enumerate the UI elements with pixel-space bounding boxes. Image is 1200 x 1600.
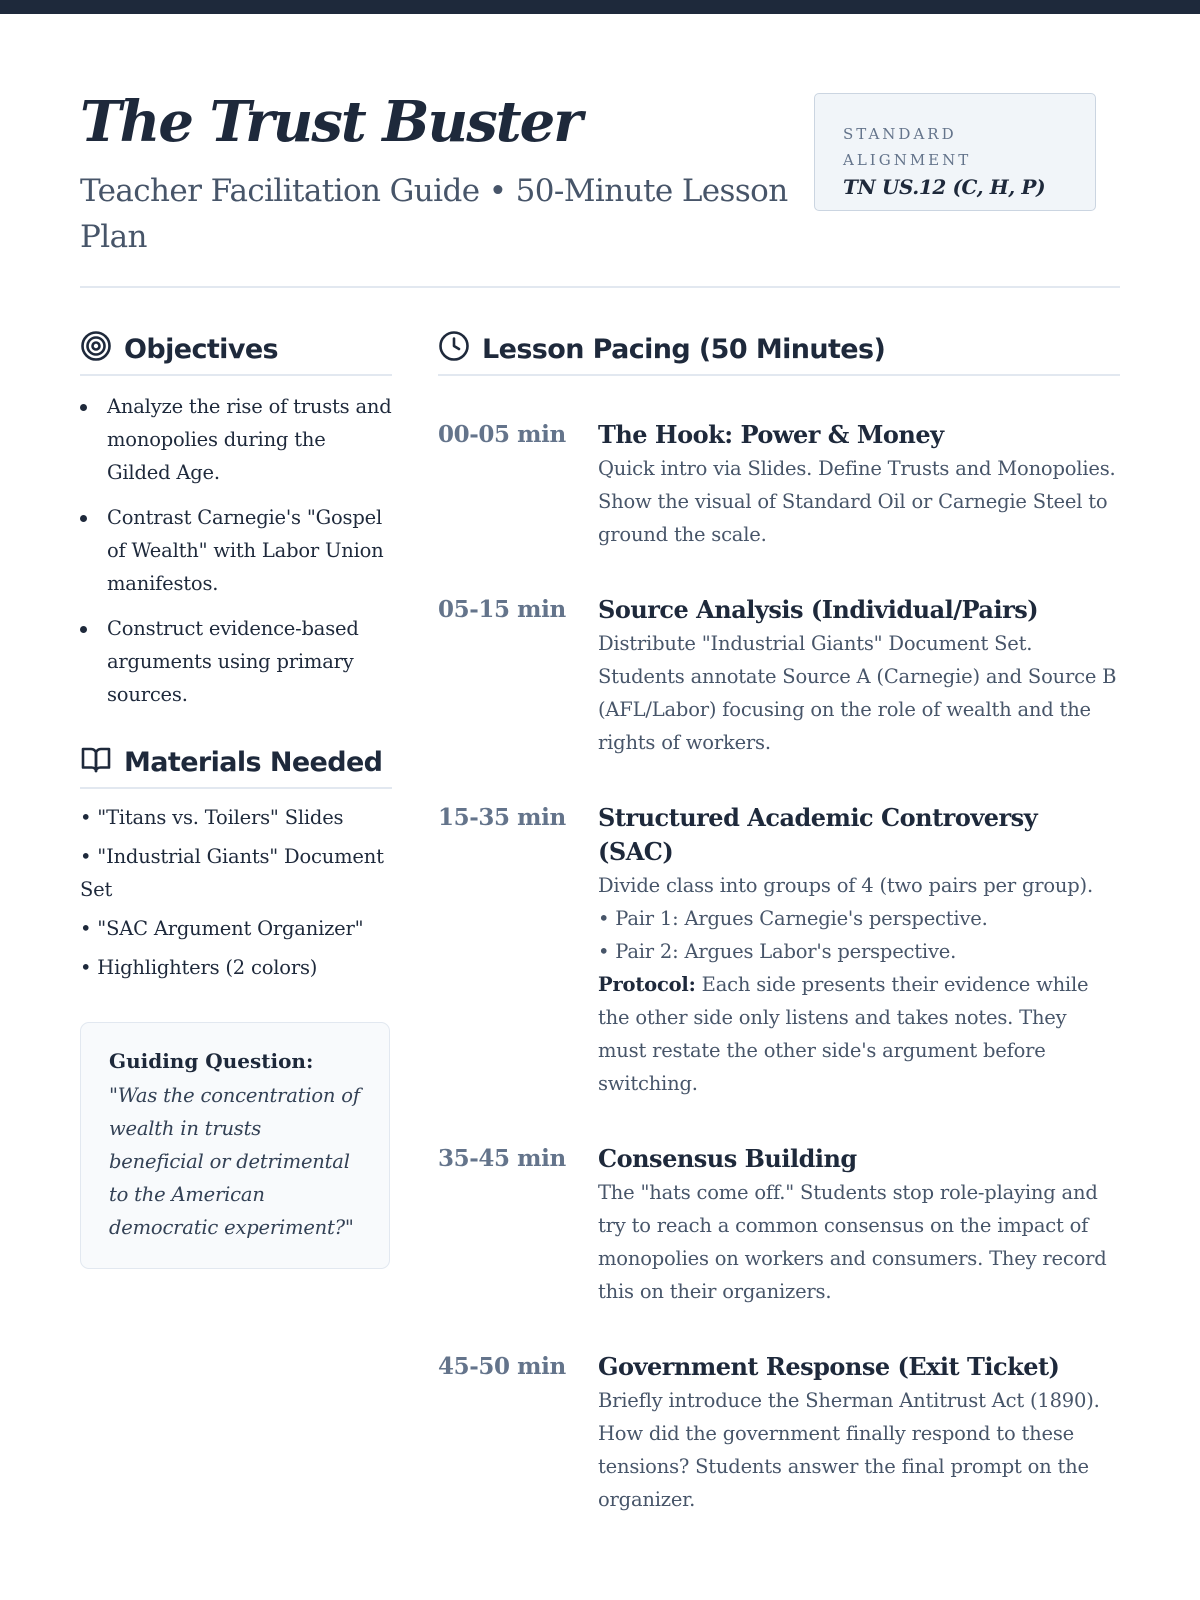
list-item: • Highlighters (2 colors) bbox=[80, 956, 318, 979]
book-icon bbox=[80, 743, 112, 782]
materials-heading-text: Materials Needed bbox=[124, 747, 383, 778]
pacing-description: Quick intro via Slides. Define Trusts and Monopolies. Show the visual of Standard Oil or Carnegie Steel to ground the scale. bbox=[598, 457, 1116, 546]
page-title: The Trust Buster bbox=[80, 89, 581, 155]
pacing-body bbox=[598, 593, 1120, 759]
pacing-row bbox=[438, 1142, 1120, 1308]
list-item: Contrast Carnegie's "Gospel of Wealth" with Labor Union manifestos. bbox=[80, 501, 392, 600]
guiding-question-box bbox=[80, 1022, 390, 1269]
target-icon bbox=[80, 330, 112, 369]
objectives-list bbox=[80, 390, 392, 711]
objectives-section bbox=[80, 330, 392, 711]
list-item: • "SAC Argument Organizer" bbox=[80, 917, 364, 940]
pacing-body bbox=[598, 418, 1120, 551]
right-column bbox=[438, 330, 1120, 1516]
pacing-body bbox=[598, 801, 1120, 1100]
pacing-row bbox=[438, 801, 1120, 1100]
list-item: Analyze the rise of trusts and monopolies during the Gilded Age. bbox=[80, 390, 392, 489]
pacing-row bbox=[438, 593, 1120, 759]
pacing-time: 00-05 min bbox=[438, 421, 566, 448]
objectives-heading bbox=[80, 330, 392, 376]
pacing-time: 45-50 min bbox=[438, 1353, 566, 1380]
standard-value: TN US.12 (C, H, P) bbox=[843, 175, 1046, 199]
pacing-title: Structured Academic Controversy (SAC) bbox=[598, 803, 1038, 866]
pacing-protocol bbox=[598, 968, 1120, 1100]
lesson-plan-page bbox=[80, 0, 1120, 1511]
protocol-label: Protocol: bbox=[598, 973, 696, 996]
pacing-heading bbox=[438, 330, 1120, 376]
pacing-title: The Hook: Power & Money bbox=[598, 420, 944, 449]
pacing-time: 35-45 min bbox=[438, 1145, 566, 1172]
pacing-description: Distribute "Industrial Giants" Document Set. Students annotate Source A (Carnegie) and Source B (AFL/Labor) focusing on the role of wealth and the rights of workers. bbox=[598, 632, 1117, 754]
standard-label: STANDARD ALIGNMENT bbox=[843, 125, 972, 169]
guiding-question-text: "Was the concentration of wealth in trusts beneficial or detrimental to the American democratic experiment?" bbox=[109, 1084, 360, 1239]
page-subtitle: Teacher Facilitation Guide • 50-Minute Lesson Plan bbox=[80, 173, 788, 255]
clock-icon bbox=[438, 330, 470, 369]
materials-section bbox=[80, 743, 392, 984]
pacing-body bbox=[598, 1350, 1120, 1516]
materials-heading bbox=[80, 743, 392, 789]
pacing-row bbox=[438, 1350, 1120, 1516]
list-item: • "Titans vs. Toilers" Slides bbox=[80, 806, 344, 829]
pacing-description: Briefly introduce the Sherman Antitrust Act (1890). How did the government finally respond to these tensions? Students answer the final prompt on the organizer. bbox=[598, 1389, 1100, 1511]
pacing-title: Government Response (Exit Ticket) bbox=[598, 1352, 1060, 1381]
pacing-description: The "hats come off." Students stop role-playing and try to reach a common consensus on the impact of monopolies on workers and consumers. They record this on their organizers. bbox=[598, 1181, 1107, 1303]
protocol-text: Each side presents their evidence while the other side only listens and takes notes. They must restate the other side's argument before switching. bbox=[598, 973, 1089, 1095]
pacing-title: Source Analysis (Individual/Pairs) bbox=[598, 595, 1039, 624]
pacing-title: Consensus Building bbox=[598, 1144, 857, 1173]
header-divider bbox=[80, 286, 1120, 288]
pacing-description: Divide class into groups of 4 (two pairs per group). bbox=[598, 874, 1093, 897]
guiding-question-label: Guiding Question: bbox=[109, 1049, 314, 1073]
pacing-time: 05-15 min bbox=[438, 596, 566, 623]
pacing-row bbox=[438, 418, 1120, 551]
objectives-heading-text: Objectives bbox=[124, 334, 278, 365]
pacing-heading-text: Lesson Pacing (50 Minutes) bbox=[482, 334, 886, 365]
page-header bbox=[80, 0, 1120, 290]
left-column bbox=[80, 330, 392, 1269]
list-item: Construct evidence-based arguments using primary sources. bbox=[80, 612, 392, 711]
standard-alignment-box bbox=[814, 93, 1096, 211]
list-item: • "Industrial Giants" Document Set bbox=[80, 845, 384, 901]
pacing-description-line: • Pair 1: Argues Carnegie's perspective. bbox=[598, 907, 988, 930]
pacing-time: 15-35 min bbox=[438, 804, 566, 831]
pacing-body bbox=[598, 1142, 1120, 1308]
materials-list bbox=[80, 801, 392, 984]
pacing-description-line: • Pair 2: Argues Labor's perspective. bbox=[598, 940, 957, 963]
